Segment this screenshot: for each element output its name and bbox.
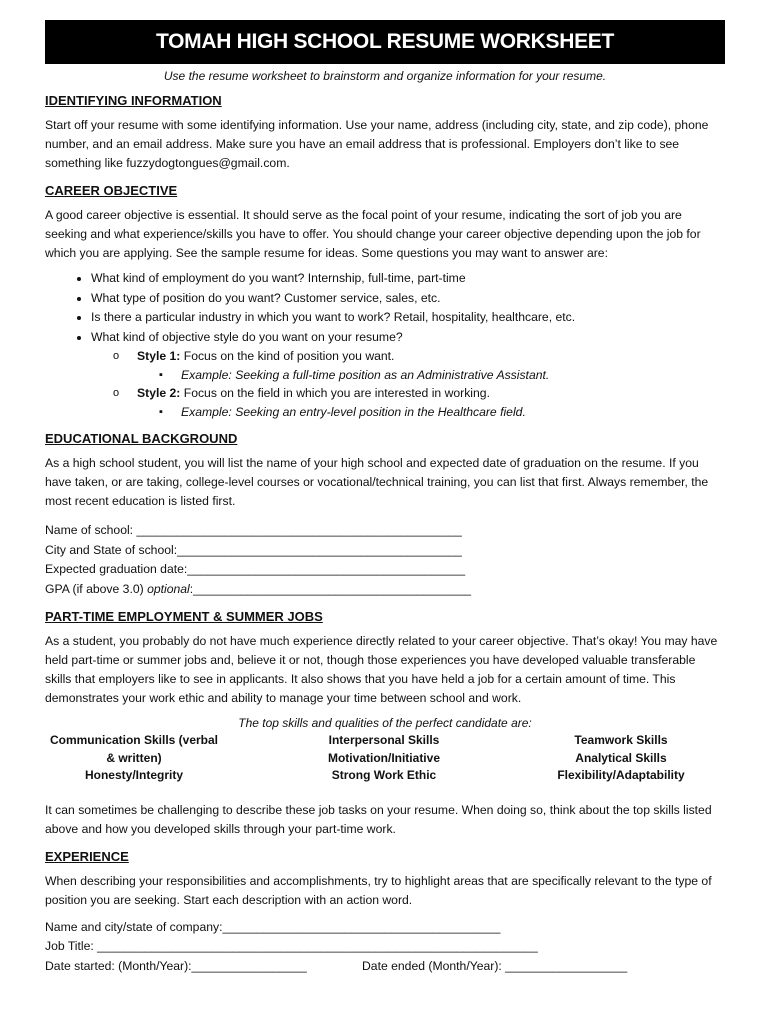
experience-text: When describing your responsibilities and accomplishments, try to highlight areas that are specifically relevant to the type of position you are seeking. Start each description with an action word. [45,873,712,907]
gpa-field[interactable] [45,580,725,600]
skills-intro: The top skills and qualities of the perfect candidate are: [238,716,532,730]
list-item: • What type of position do you want? Customer service, sales, etc. [91,289,725,309]
skills-column-3: Teamwork Skills Analytical Skills Flexibility/Adaptability [557,733,685,782]
school-city-field[interactable]: City and State of school:__________________________________________ [45,542,462,557]
identifying-text: Start off your resume with some identifying information. Use your name, address (including city, state, and zip code), phone number, and an email address. Make sure you have an email address that is professional. Employers don’t like to see something like fuzzydogtongues@gmail.com. [45,118,709,170]
list-item [91,328,725,422]
school-name-field[interactable]: Name of school: ________________________________________________ [45,523,462,537]
style-2-label: Style 2: [137,386,181,400]
career-text: A good career objective is essential. It should serve as the focal point of your resume, indicating the sort of job you are seeking and what experience/skills you have to offer. You should change your career objective depending upon the job for which you are applying. See the sample resume for ideas. Some questions you may want to answer are: [45,208,701,260]
skills-grid [45,732,725,785]
gpa-label: GPA (if above 3.0) [45,581,148,596]
parttime-closing: It can sometimes be challenging to describe these job tasks on your resume. When doing so, think about the top skills listed above and how you developed skills through your part-time work. [45,802,712,836]
style-2-item [113,384,725,421]
list-item: • What kind of employment do you want? Internship, full-time, part-time [91,269,725,289]
parttime-heading: PART-TIME EMPLOYMENT & SUMMER JOBS [45,609,323,624]
education-heading: EDUCATIONAL BACKGROUND [45,431,238,446]
style-1-text: Focus on the kind of position you want. [180,349,395,363]
education-text: As a high school student, you will list the name of your high school and expected date of graduation on the resume. If you have taken, or are taking, college-level courses or vocational/technical training, you can list that first. Always remember, the most recent education is listed first. [45,456,709,508]
career-question-list [45,269,725,421]
company-field[interactable]: Name and city/state of company:_________________________________________ [45,919,501,934]
gpa-optional: optional [147,581,190,596]
identifying-heading: IDENTIFYING INFORMATION [45,93,222,108]
skills-column-2: Interpersonal Skills Motivation/Initiative Strong Work Ethic [327,733,440,782]
job-title-field[interactable]: Job Title: _________________________________________________________________ [45,939,538,953]
date-ended-field[interactable]: Date ended (Month/Year): __________________ [362,958,628,973]
style-1-label: Style 1: [137,349,181,363]
style-1-example: ▪ Example: Seeking a full-time position as an Administrative Assistant. [159,366,725,384]
style-2-example: ▪ Example: Seeking an entry-level position in the Healthcare field. [159,403,725,421]
parttime-text: As a student, you probably do not have much experience directly related to your career objective. That’s okay! You may have held part-time or summer jobs and, believe it or not, though those experiences you have developed valuable transferable skills that employers like to see in applicants. It also shows that you have held a job for a certain amount of time. This demonstrates your work ethic and ability to manage your time between school and work. [45,634,718,705]
skills-column-1: Communication Skills (verbal & written) Honesty/Integrity [49,733,219,782]
style-1-item [113,347,725,384]
page-title: TOMAH HIGH SCHOOL RESUME WORKSHEET [45,20,725,64]
dates-row [45,957,725,977]
career-heading: CAREER OBJECTIVE [45,183,178,198]
style-2-text: Focus on the field in which you are interested in working. [180,386,490,400]
list-item: • Is there a particular industry in which you want to work? Retail, hospitality, healthcare, etc. [91,308,725,328]
experience-heading: EXPERIENCE [45,848,129,864]
graduation-date-field[interactable]: Expected graduation date:_________________________________________ [45,562,466,576]
objective-style-question: What kind of objective style do you want on your resume? [91,329,403,344]
page-subtitle: Use the resume worksheet to brainstorm and organize information for your resume. [163,69,607,83]
style-list [91,347,725,421]
worksheet-page [45,20,725,976]
date-started-field[interactable]: Date started: (Month/Year):_________________ [45,958,307,973]
gpa-blank: :_________________________________________ [189,581,472,596]
